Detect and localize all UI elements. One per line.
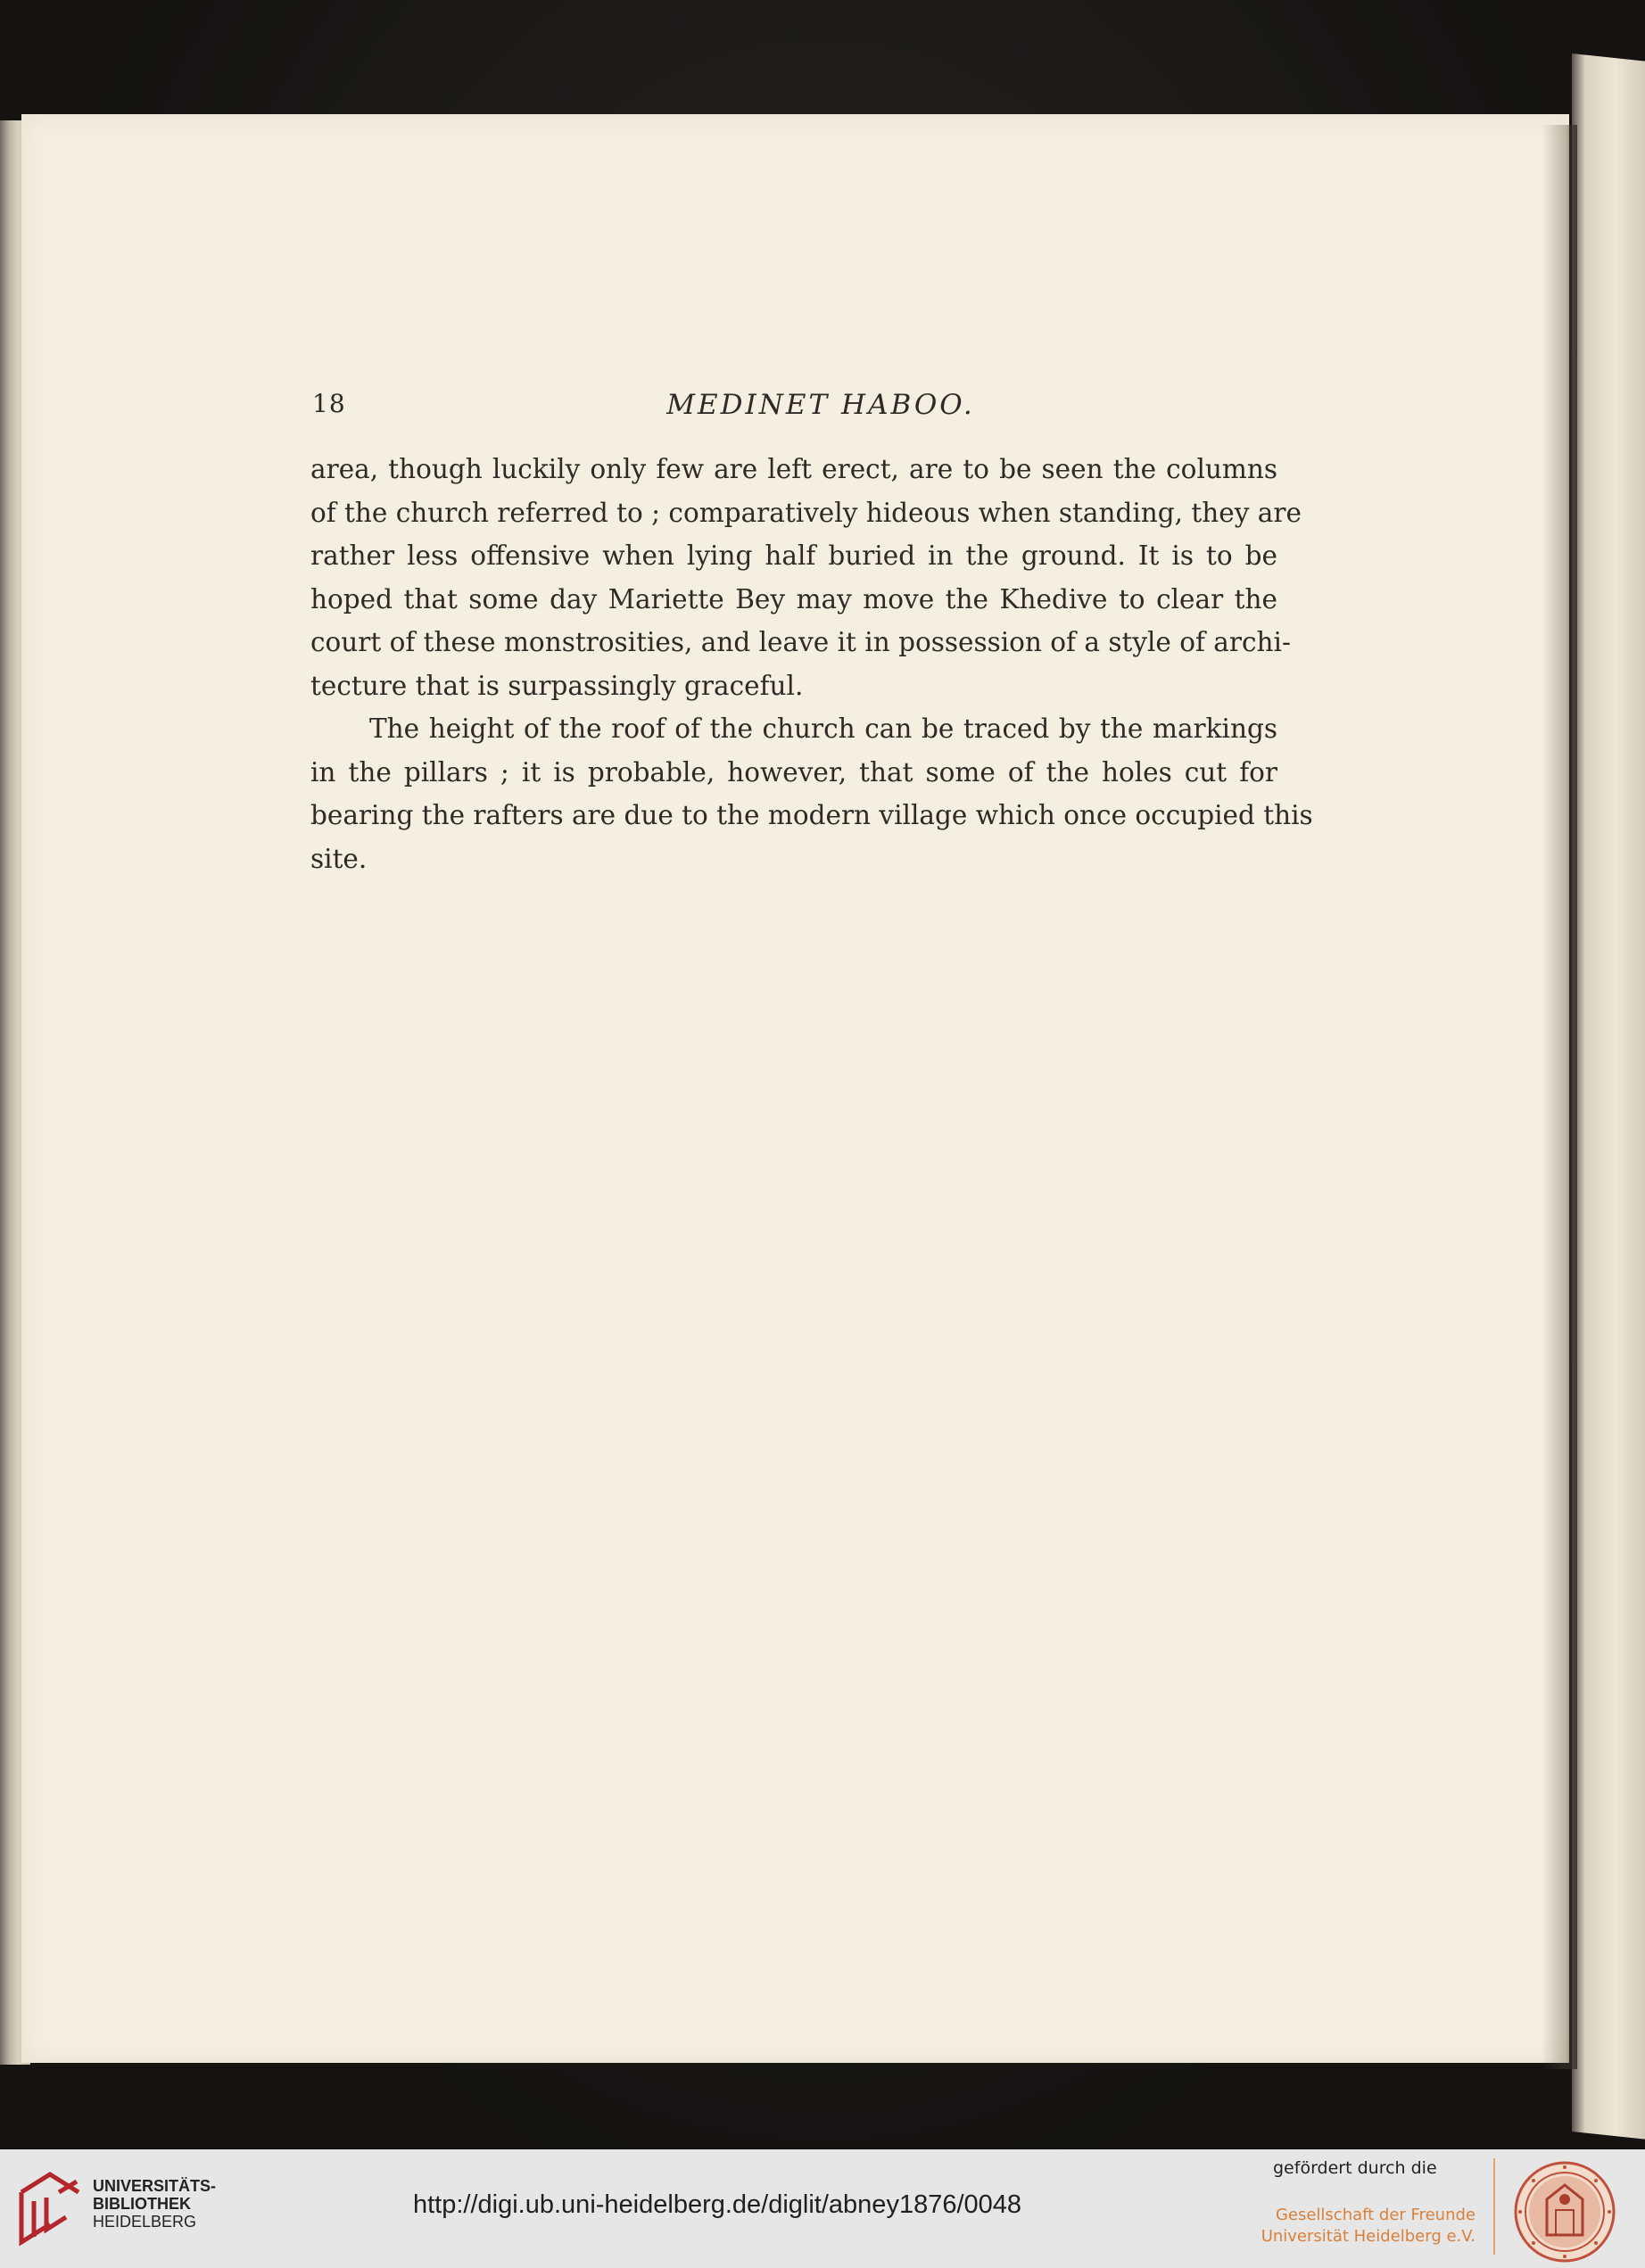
text-line: hoped that some day Mariette Bey may move the Khedive to clear the — [310, 583, 1277, 614]
library-name-line1: UNIVERSITÄTS- — [93, 2177, 217, 2195]
library-name-line3: HEIDELBERG — [93, 2213, 197, 2231]
sponsor-name-line1: Gesellschaft der Freunde — [1275, 2206, 1476, 2224]
text-line: in the pillars ; it is probable, however, that some of the holes cut for — [310, 756, 1277, 788]
running-head — [312, 389, 1276, 433]
text-line: bearing the rafters are due to the modern village which once occupied this — [310, 800, 1313, 830]
sponsor-label: gefördert durch die — [1273, 2158, 1437, 2178]
footer-bar — [0, 2149, 1645, 2268]
facing-page-edge — [1572, 54, 1645, 2140]
footer-divider — [1493, 2158, 1495, 2255]
sponsor-name-line2: Universität Heidelberg e.V. — [1261, 2227, 1476, 2246]
page-number: 18 — [312, 389, 346, 418]
sponsor-name[interactable] — [1231, 2205, 1476, 2247]
permalink[interactable]: http://digi.ub.uni-heidelberg.de/diglit/abney1876/0048 — [413, 2190, 1022, 2219]
text-line: site. — [310, 843, 368, 874]
gutter-shadow — [1542, 125, 1577, 2069]
university-seal-icon[interactable] — [1513, 2160, 1616, 2264]
text-line: rather less offensive when lying half buried in the ground. It is to be — [310, 540, 1277, 571]
running-title: MEDINET HABOO. — [666, 389, 975, 421]
library-name-line2: BIBLIOTHEK — [93, 2195, 191, 2213]
text-line: of the church referred to ; comparatively hideous when standing, they are — [310, 497, 1302, 528]
text-line: The height of the roof of the church can be traced by the markings — [369, 713, 1277, 744]
text-line: area, though luckily only few are left erect, are to be seen the columns — [310, 454, 1277, 484]
text-line: tecture that is surpassingly graceful. — [310, 670, 804, 701]
text-line: court of these monstrosities, and leave it in possession of a style of archi- — [310, 627, 1291, 657]
library-logo-icon[interactable] — [14, 2165, 86, 2251]
library-name[interactable] — [93, 2177, 216, 2231]
body-text — [310, 448, 1313, 880]
